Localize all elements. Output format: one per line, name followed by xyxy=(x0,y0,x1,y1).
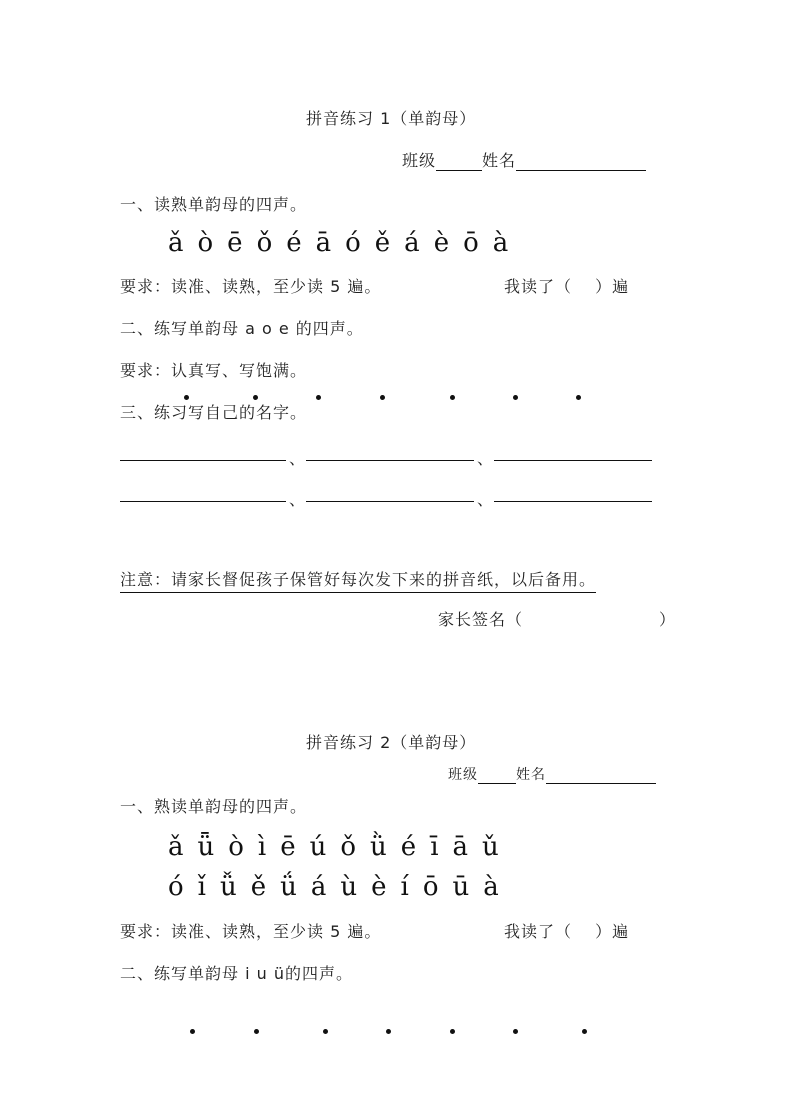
sheet2-pinyin-row-1 xyxy=(168,832,513,862)
pinyin-item: ī xyxy=(430,832,439,862)
sheet2-pinyin-row-2 xyxy=(168,872,513,902)
parent-notice: 注意：请家长督促孩子保管好每次发下来的拼音纸，以后备用。 xyxy=(120,567,596,593)
pinyin-item: ǐ xyxy=(197,872,206,902)
pinyin-item: ē xyxy=(280,832,296,862)
name-writing-line[interactable] xyxy=(306,501,474,502)
pinyin-item: ù xyxy=(340,872,358,902)
sheet1-requirement-write: 要求：认真写、写饱满。 xyxy=(120,361,308,380)
class-field[interactable] xyxy=(478,769,516,784)
name-writing-line[interactable] xyxy=(494,460,652,461)
pinyin-item: í xyxy=(400,872,409,902)
writing-dot xyxy=(190,1029,195,1034)
pinyin-item: ō xyxy=(463,228,479,258)
pinyin-item: ǎ xyxy=(168,832,184,862)
pinyin-item: ǖ xyxy=(197,832,215,862)
sheet1-requirement-read: 要求：读准、读熟，至少读 5 遍。 xyxy=(120,277,382,296)
sheet2-requirement-read: 要求：读准、读熟，至少读 5 遍。 xyxy=(120,922,382,941)
pinyin-item: á xyxy=(404,228,420,258)
writing-dot xyxy=(513,395,518,400)
pinyin-item: ò xyxy=(197,228,214,258)
name-writing-line[interactable] xyxy=(494,501,652,502)
pinyin-item: ē xyxy=(227,228,243,258)
pinyin-item: ǒ xyxy=(340,832,357,862)
separator: 、 xyxy=(477,490,495,509)
name-field[interactable] xyxy=(516,154,646,171)
name-label: 姓名 xyxy=(482,151,517,170)
pinyin-item: è xyxy=(433,228,450,258)
pinyin-item: ě xyxy=(250,872,267,902)
writing-dot xyxy=(450,1029,455,1034)
pinyin-item: ū xyxy=(452,872,470,902)
separator: 、 xyxy=(289,449,307,468)
name-writing-line[interactable] xyxy=(306,460,474,461)
pinyin-item: ó xyxy=(345,228,361,258)
sheet1-title: 拼音练习 1（单韵母） xyxy=(306,109,477,128)
class-label: 班级 xyxy=(448,767,478,783)
pinyin-item: é xyxy=(400,832,417,862)
name-writing-line[interactable] xyxy=(120,460,286,461)
parent-signature: 家长签名（ ） xyxy=(438,610,677,629)
writing-dot xyxy=(254,1029,259,1034)
pinyin-item: ú xyxy=(309,832,327,862)
sheet2-section2-heading: 二、练写单韵母 i u ü的四声。 xyxy=(120,964,353,983)
pinyin-item: á xyxy=(310,872,327,902)
name-field[interactable] xyxy=(546,769,656,784)
pinyin-item: à xyxy=(492,228,509,258)
sheet2-title: 拼音练习 2（单韵母） xyxy=(306,733,477,752)
pinyin-item: é xyxy=(286,228,302,258)
pinyin-item: ě xyxy=(374,228,391,258)
pinyin-item: ā xyxy=(452,832,469,862)
pinyin-item: ā xyxy=(315,228,332,258)
sheet1-pinyin-row xyxy=(168,228,522,258)
name-writing-line[interactable] xyxy=(120,501,286,502)
pinyin-item: ì xyxy=(257,832,267,862)
writing-dot xyxy=(450,395,455,400)
pinyin-item: ǔ xyxy=(482,832,499,862)
writing-dot xyxy=(380,395,385,400)
pinyin-item: à xyxy=(483,872,499,902)
sheet1-section3-heading: 三、练习写自己的名字。 xyxy=(120,403,308,422)
sheet1-section1-heading: 一、读熟单韵母的四声。 xyxy=(120,195,308,214)
pinyin-item: ò xyxy=(228,832,244,862)
pinyin-item: ǜ xyxy=(370,832,387,862)
pinyin-item: ǚ xyxy=(219,872,237,902)
pinyin-item: ō xyxy=(422,872,439,902)
writing-dot xyxy=(386,1029,391,1034)
separator: 、 xyxy=(289,490,307,509)
sheet1-class-name-row xyxy=(402,148,646,171)
sheet2-class-name-row xyxy=(448,764,656,784)
separator: 、 xyxy=(477,449,495,468)
writing-dot xyxy=(316,395,321,400)
pinyin-item: è xyxy=(371,872,387,902)
pinyin-item: ó xyxy=(168,872,184,902)
sheet2-section1-heading: 一、熟读单韵母的四声。 xyxy=(120,797,308,816)
class-label: 班级 xyxy=(402,151,437,170)
sheet2-read-count: 我读了（ ）遍 xyxy=(504,922,630,941)
writing-dot xyxy=(582,1029,587,1034)
writing-dot xyxy=(576,395,581,400)
class-field[interactable] xyxy=(436,154,482,171)
writing-dot xyxy=(323,1029,328,1034)
sheet1-section2-heading: 二、练写单韵母 a o e 的四声。 xyxy=(120,319,364,338)
pinyin-item: ǘ xyxy=(280,872,297,902)
name-label: 姓名 xyxy=(516,767,546,783)
writing-dot xyxy=(513,1029,518,1034)
pinyin-item: ǒ xyxy=(256,228,273,258)
pinyin-item: ǎ xyxy=(168,228,184,258)
sheet1-read-count: 我读了（ ）遍 xyxy=(504,277,630,296)
